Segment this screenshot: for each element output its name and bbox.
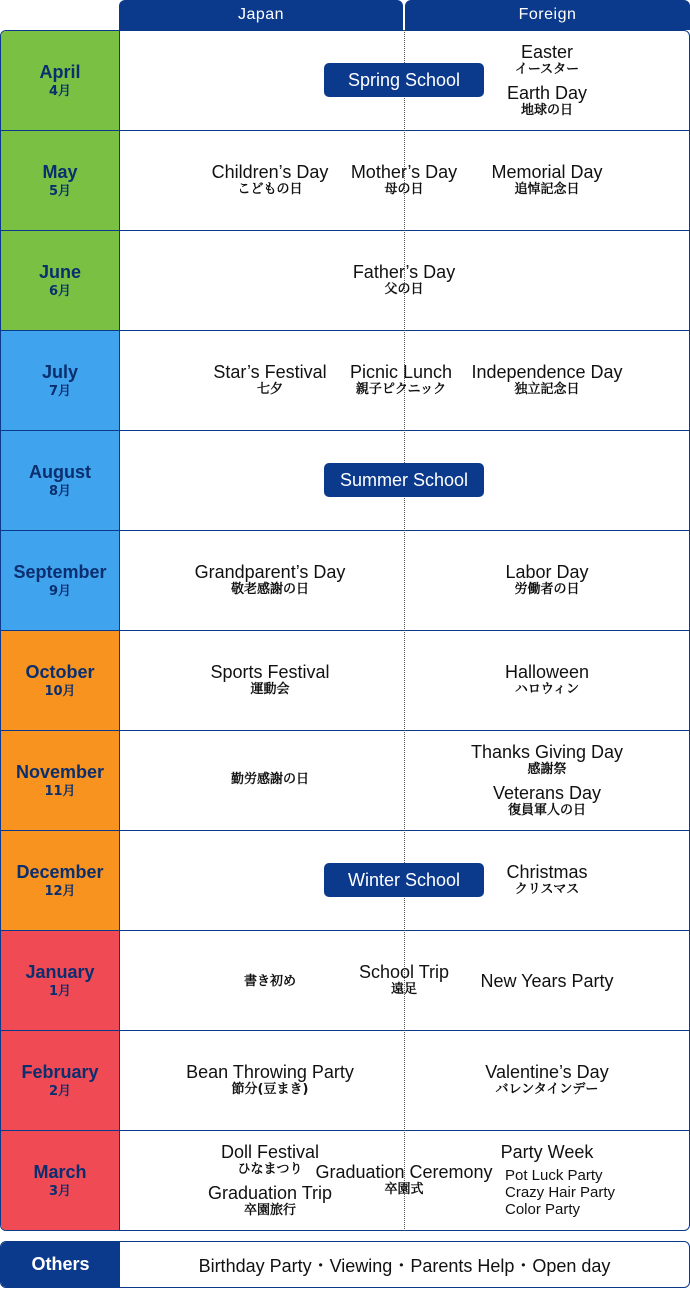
event-en: Earth Day xyxy=(506,83,588,103)
event-jp: 復員軍人の日 xyxy=(507,803,586,818)
event-en: Star’s Festival xyxy=(213,362,327,382)
month-jp: 4月 xyxy=(48,83,72,99)
row-june xyxy=(1,231,689,331)
event-veterans-day xyxy=(493,783,601,819)
event-en: Thanks Giving Day xyxy=(470,742,624,762)
month-name: June xyxy=(38,261,81,282)
month-name: February xyxy=(21,1061,99,1082)
event-earth-day xyxy=(507,83,587,119)
month-jp: 8月 xyxy=(48,483,72,499)
event-jp: 親子ピクニック xyxy=(355,382,447,397)
event-jp: 運動会 xyxy=(250,682,290,697)
event-fathers-day xyxy=(353,262,455,298)
event-easter xyxy=(515,42,579,78)
event-jp: 敬老感謝の日 xyxy=(230,582,309,597)
month-jp: 6月 xyxy=(48,283,72,299)
calendar-grid xyxy=(0,30,690,1231)
event-jp: ハロウィン xyxy=(514,682,580,697)
event-jp: こどもの日 xyxy=(237,182,303,197)
event-en: Grandparent’s Day xyxy=(194,562,346,582)
event-graduation-trip xyxy=(208,1183,332,1219)
event-en: Veterans Day xyxy=(492,783,602,803)
event-new-years-party xyxy=(480,971,613,991)
event-jp: 父の日 xyxy=(384,282,424,297)
winter-school-badge: Winter School xyxy=(324,863,484,897)
column-divider xyxy=(404,30,405,1231)
event-jp: 追悼記念日 xyxy=(514,182,580,197)
others-row xyxy=(0,1241,690,1288)
party-week-item: Crazy Hair Party xyxy=(505,1184,616,1201)
event-halloween xyxy=(505,662,589,698)
month-cell xyxy=(1,531,120,630)
event-en: Graduation Trip xyxy=(207,1183,333,1203)
event-en: Labor Day xyxy=(505,562,589,582)
event-grandparents-day xyxy=(195,562,346,598)
event-labor-thanksgiving xyxy=(231,772,309,788)
event-jp: 書き初め xyxy=(243,974,297,989)
event-en: Father’s Day xyxy=(352,262,456,282)
event-valentines-day xyxy=(485,1062,608,1098)
summer-school-badge: Summer School xyxy=(324,463,484,497)
event-sports-festival xyxy=(210,662,329,698)
event-en: Doll Festival xyxy=(220,1142,320,1162)
month-cell xyxy=(1,31,120,130)
event-jp: 地球の日 xyxy=(520,103,574,118)
others-text: Birthday Party・Viewing・Parents Help・Open day xyxy=(198,1255,611,1276)
event-graduation-ceremony xyxy=(315,1162,492,1198)
month-jp: 3月 xyxy=(48,1184,72,1199)
event-jp: ひなまつり xyxy=(237,1162,303,1177)
event-en: Sports Festival xyxy=(210,662,330,682)
event-jp: 遠足 xyxy=(390,982,418,997)
event-en: Mother’s Day xyxy=(350,162,458,182)
event-en: Easter xyxy=(520,42,574,62)
month-cell xyxy=(1,1031,120,1130)
month-name: August xyxy=(29,461,91,482)
event-party-week xyxy=(501,1142,594,1162)
event-en: New Years Party xyxy=(480,971,614,991)
month-name: May xyxy=(42,161,78,182)
month-jp: 11月 xyxy=(44,783,76,799)
month-cell xyxy=(1,231,120,330)
month-jp: 9月 xyxy=(48,583,72,599)
event-en: Party Week xyxy=(500,1142,594,1162)
event-christmas xyxy=(506,862,587,898)
spring-school-badge: Spring School xyxy=(324,63,484,97)
others-label: Others xyxy=(1,1242,120,1287)
event-jp: 卒園旅行 xyxy=(243,1203,297,1218)
month-jp: 5月 xyxy=(48,183,72,199)
event-stars-festival xyxy=(213,362,326,398)
month-name: April xyxy=(39,61,81,82)
event-jp: 卒園式 xyxy=(384,1182,424,1197)
event-en: Graduation Ceremony xyxy=(315,1162,493,1182)
month-jp: 12月 xyxy=(44,883,76,899)
month-name: July xyxy=(41,361,79,382)
event-jp: 労働者の日 xyxy=(514,582,580,597)
party-week-item: Color Party xyxy=(505,1201,581,1218)
event-picnic-lunch xyxy=(350,362,452,398)
event-bean-throwing-party xyxy=(186,1062,354,1098)
event-jp: クリスマス xyxy=(514,882,580,897)
event-en: Valentine’s Day xyxy=(485,1062,609,1082)
month-jp: 2月 xyxy=(48,1083,72,1099)
event-thanks-giving-day xyxy=(471,742,623,778)
event-kakizome xyxy=(244,974,296,990)
month-name: September xyxy=(13,561,107,582)
event-memorial-day xyxy=(491,162,602,198)
month-cell xyxy=(1,831,120,930)
month-jp: 1月 xyxy=(48,983,72,999)
month-name: March xyxy=(33,1162,87,1182)
month-name: November xyxy=(15,761,105,782)
event-school-trip xyxy=(359,962,449,998)
event-en: Memorial Day xyxy=(491,162,603,182)
month-jp: 10月 xyxy=(44,683,76,699)
event-en: Independence Day xyxy=(471,362,623,382)
event-jp: 独立記念日 xyxy=(514,382,580,397)
month-cell xyxy=(1,631,120,730)
event-jp: 母の日 xyxy=(384,182,424,197)
month-name: October xyxy=(25,661,95,682)
event-en: Bean Throwing Party xyxy=(186,1062,354,1082)
event-jp: 勤労感謝の日 xyxy=(230,772,310,787)
event-jp: 七夕 xyxy=(256,382,283,397)
event-jp: イースター xyxy=(514,62,580,77)
month-cell xyxy=(1,131,120,230)
event-jp: バレンタインデー xyxy=(495,1082,599,1097)
event-mothers-day xyxy=(351,162,457,198)
party-week-item: Pot Luck Party xyxy=(505,1167,603,1184)
event-en: Picnic Lunch xyxy=(349,362,453,382)
month-cell xyxy=(1,331,120,430)
event-independence-day xyxy=(471,362,622,398)
month-cell xyxy=(1,731,120,830)
event-doll-festival xyxy=(221,1142,319,1178)
event-jp: 節分(豆まき) xyxy=(231,1082,309,1097)
event-en: School Trip xyxy=(358,962,450,982)
month-jp: 7月 xyxy=(48,383,72,399)
month-name: December xyxy=(16,861,104,882)
event-en: Children’s Day xyxy=(211,162,329,182)
event-labor-day xyxy=(505,562,588,598)
event-jp: 感謝祭 xyxy=(527,762,567,777)
foreign-column-header: Foreign xyxy=(405,0,690,30)
month-cell xyxy=(1,1131,120,1231)
month-name: January xyxy=(25,961,95,982)
event-en: Halloween xyxy=(504,662,590,682)
month-cell xyxy=(1,931,120,1030)
japan-column-header: Japan xyxy=(119,0,403,30)
event-childrens-day xyxy=(212,162,329,198)
event-en: Christmas xyxy=(506,862,588,882)
month-cell xyxy=(1,431,120,530)
